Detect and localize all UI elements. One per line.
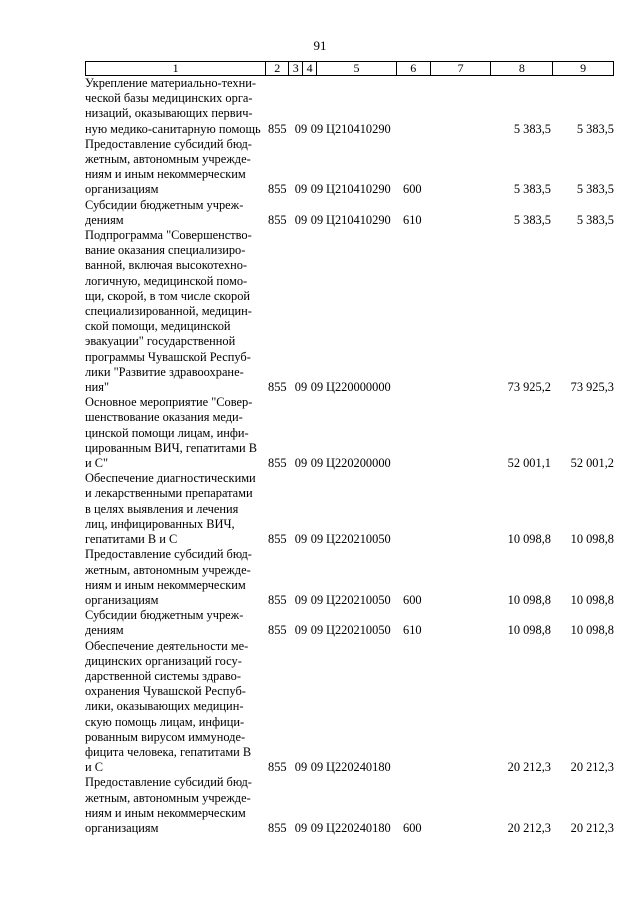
row-name-line: низаций, оказывающих первич- bbox=[85, 106, 253, 121]
row-name-line: Субсидии бюджетным учреж- bbox=[85, 608, 244, 623]
row-name-line: организациям bbox=[85, 182, 159, 197]
cell-pr: 09 bbox=[310, 212, 324, 227]
cell-gr: 855 bbox=[268, 592, 287, 607]
cell-amount-2: 10 098,8 bbox=[570, 623, 614, 638]
row-name-line: дениям bbox=[85, 212, 124, 227]
cell-amount-2: 20 212,3 bbox=[570, 760, 614, 775]
cell-csr: Ц210410290 bbox=[326, 121, 391, 136]
cell-amount-2: 20 212,3 bbox=[570, 820, 614, 835]
cell-rz: 09 bbox=[294, 623, 308, 638]
cell-csr: Ц220240180 bbox=[326, 820, 391, 835]
row-name-line: и С bbox=[85, 760, 103, 775]
cell-amount-1: 10 098,8 bbox=[507, 592, 551, 607]
header-cell: 2 bbox=[265, 61, 288, 76]
header-cell: 6 bbox=[396, 61, 430, 76]
cell-csr: Ц220200000 bbox=[326, 456, 391, 471]
table-row bbox=[85, 471, 614, 547]
row-name-line: организациям bbox=[85, 820, 159, 835]
row-name-line: ской помощи, медицинской bbox=[85, 319, 231, 334]
cell-pr: 09 bbox=[310, 380, 324, 395]
table-row bbox=[85, 76, 614, 137]
cell-pr: 09 bbox=[310, 592, 324, 607]
cell-gr: 855 bbox=[268, 760, 287, 775]
table-header bbox=[85, 61, 614, 75]
table-row bbox=[85, 639, 614, 776]
table-row bbox=[85, 547, 614, 608]
header-cell: 3 bbox=[288, 61, 302, 76]
table-row bbox=[85, 137, 614, 198]
table-row bbox=[85, 775, 614, 836]
row-name-line: цированным ВИЧ, гепатитами В bbox=[85, 440, 257, 455]
row-name-line: эвакуации" государственной bbox=[85, 334, 236, 349]
row-name-line: и С" bbox=[85, 456, 109, 471]
budget-table-body bbox=[85, 76, 614, 836]
row-name-line: жетным, автономным учрежде- bbox=[85, 152, 251, 167]
row-name-line: лики "Развитие здравоохране- bbox=[85, 364, 244, 379]
header-cell: 8 bbox=[490, 61, 552, 76]
cell-amount-1: 5 383,5 bbox=[513, 182, 551, 197]
cell-vr: 600 bbox=[403, 182, 422, 197]
cell-gr: 855 bbox=[268, 121, 287, 136]
cell-gr: 855 bbox=[268, 456, 287, 471]
cell-csr: Ц220000000 bbox=[326, 380, 391, 395]
cell-gr: 855 bbox=[268, 380, 287, 395]
row-name-line: жетным, автономным учрежде- bbox=[85, 562, 251, 577]
cell-amount-2: 10 098,8 bbox=[570, 592, 614, 607]
cell-pr: 09 bbox=[310, 532, 324, 547]
cell-amount-1: 52 001,1 bbox=[507, 456, 551, 471]
cell-vr: 600 bbox=[403, 592, 422, 607]
cell-pr: 09 bbox=[310, 760, 324, 775]
header-cell: 4 bbox=[302, 61, 316, 76]
cell-amount-1: 10 098,8 bbox=[507, 623, 551, 638]
header-cell: 5 bbox=[316, 61, 396, 76]
row-name-line: ния" bbox=[85, 380, 110, 395]
row-name bbox=[85, 547, 266, 608]
cell-amount-1: 5 383,5 bbox=[513, 212, 551, 227]
row-name bbox=[85, 608, 266, 638]
row-name-line: ческой базы медицинских орга- bbox=[85, 91, 253, 106]
header-cell: 7 bbox=[430, 61, 491, 76]
row-name-line: щи, скорой, в том числе скорой bbox=[85, 288, 251, 303]
cell-pr: 09 bbox=[310, 820, 324, 835]
table-row bbox=[85, 608, 614, 638]
row-name-line: лиц, инфицированных ВИЧ, bbox=[85, 516, 235, 531]
row-name-line: лики, оказывающих медицин- bbox=[85, 699, 244, 714]
row-name bbox=[85, 137, 266, 198]
cell-csr: Ц220210050 bbox=[326, 532, 391, 547]
row-name bbox=[85, 228, 266, 395]
cell-rz: 09 bbox=[294, 592, 308, 607]
table-row bbox=[85, 395, 614, 471]
row-name-line: Укрепление материально-техни- bbox=[85, 76, 256, 90]
row-name-line: гепатитами В и С bbox=[85, 532, 178, 547]
cell-rz: 09 bbox=[294, 820, 308, 835]
row-name bbox=[85, 639, 266, 776]
table-row bbox=[85, 198, 614, 228]
cell-rz: 09 bbox=[294, 212, 308, 227]
row-name-line: Предоставление субсидий бюд- bbox=[85, 547, 252, 562]
cell-vr: 610 bbox=[403, 212, 422, 227]
row-name-line: рованным вирусом иммуноде- bbox=[85, 729, 246, 744]
cell-rz: 09 bbox=[294, 456, 308, 471]
row-name-line: Предоставление субсидий бюд- bbox=[85, 775, 252, 790]
row-name-line: дениям bbox=[85, 623, 124, 638]
cell-pr: 09 bbox=[310, 121, 324, 136]
cell-amount-2: 5 383,5 bbox=[576, 182, 614, 197]
cell-pr: 09 bbox=[310, 623, 324, 638]
cell-amount-2: 73 925,3 bbox=[570, 380, 614, 395]
page-number: 91 bbox=[313, 38, 327, 53]
cell-amount-1: 20 212,3 bbox=[507, 820, 551, 835]
cell-vr: 600 bbox=[403, 820, 422, 835]
cell-csr: Ц210410290 bbox=[326, 182, 391, 197]
row-name-line: и лекарственными препаратами bbox=[85, 486, 253, 501]
cell-pr: 09 bbox=[310, 182, 324, 197]
row-name-line: жетным, автономным учрежде- bbox=[85, 790, 251, 805]
cell-pr: 09 bbox=[310, 456, 324, 471]
row-name-line: цинской помощи лицам, инфи- bbox=[85, 425, 249, 440]
row-name-line: ниям и иным некоммерческим bbox=[85, 577, 246, 592]
row-name-line: ниям и иным некоммерческим bbox=[85, 805, 246, 820]
row-name-line: Основное мероприятие "Совер- bbox=[85, 395, 253, 410]
row-name-line: Обеспечение диагностическими bbox=[85, 471, 256, 486]
cell-rz: 09 bbox=[294, 121, 308, 136]
cell-rz: 09 bbox=[294, 760, 308, 775]
cell-rz: 09 bbox=[294, 182, 308, 197]
cell-rz: 09 bbox=[294, 380, 308, 395]
row-name-line: Подпрограмма "Совершенство- bbox=[85, 228, 252, 243]
row-name bbox=[85, 76, 266, 137]
row-name bbox=[85, 775, 266, 836]
cell-csr: Ц220210050 bbox=[326, 592, 391, 607]
cell-rz: 09 bbox=[294, 532, 308, 547]
cell-gr: 855 bbox=[268, 623, 287, 638]
row-name bbox=[85, 198, 266, 228]
cell-amount-2: 5 383,5 bbox=[576, 121, 614, 136]
row-name-line: организациям bbox=[85, 592, 159, 607]
row-name-line: вание оказания специализиро- bbox=[85, 243, 246, 258]
row-name-line: дицинских организаций госу- bbox=[85, 653, 242, 668]
row-name-line: скую помощь лицам, инфици- bbox=[85, 714, 245, 729]
row-name-line: фицита человека, гепатитами В bbox=[85, 744, 252, 759]
table-row bbox=[85, 228, 614, 395]
row-name bbox=[85, 395, 266, 471]
cell-amount-1: 5 383,5 bbox=[513, 121, 551, 136]
row-name-line: Предоставление субсидий бюд- bbox=[85, 136, 252, 151]
header-cell: 9 bbox=[552, 61, 614, 76]
row-name-line: специализированной, медицин- bbox=[85, 304, 252, 319]
row-name-line: в целях выявления и лечения bbox=[85, 501, 239, 516]
row-name-line: Обеспечение деятельности ме- bbox=[85, 638, 249, 653]
row-name-line: логичную, медицинской помо- bbox=[85, 273, 248, 288]
header-cell: 1 bbox=[85, 61, 265, 76]
cell-csr: Ц210410290 bbox=[326, 212, 391, 227]
row-name-line: дарственной системы здраво- bbox=[85, 668, 241, 683]
cell-amount-2: 52 001,2 bbox=[570, 456, 614, 471]
cell-gr: 855 bbox=[268, 532, 287, 547]
row-name-line: Субсидии бюджетным учреж- bbox=[85, 197, 244, 212]
row-name-line: ную медико-санитарную помощь bbox=[85, 121, 261, 136]
cell-amount-1: 10 098,8 bbox=[507, 532, 551, 547]
cell-gr: 855 bbox=[268, 212, 287, 227]
cell-amount-1: 73 925,2 bbox=[507, 380, 551, 395]
cell-gr: 855 bbox=[268, 820, 287, 835]
cell-vr: 610 bbox=[403, 623, 422, 638]
row-name-line: программы Чувашской Респуб- bbox=[85, 349, 251, 364]
row-name-line: охранения Чувашской Респуб- bbox=[85, 684, 246, 699]
cell-amount-2: 10 098,8 bbox=[570, 532, 614, 547]
cell-csr: Ц220210050 bbox=[326, 623, 391, 638]
cell-amount-2: 5 383,5 bbox=[576, 212, 614, 227]
row-name bbox=[85, 471, 266, 547]
cell-amount-1: 20 212,3 bbox=[507, 760, 551, 775]
cell-gr: 855 bbox=[268, 182, 287, 197]
row-name-line: ванной, включая высокотехно- bbox=[85, 258, 248, 273]
row-name-line: ниям и иным некоммерческим bbox=[85, 167, 246, 182]
cell-csr: Ц220240180 bbox=[326, 760, 391, 775]
row-name-line: шенствование оказания меди- bbox=[85, 410, 243, 425]
